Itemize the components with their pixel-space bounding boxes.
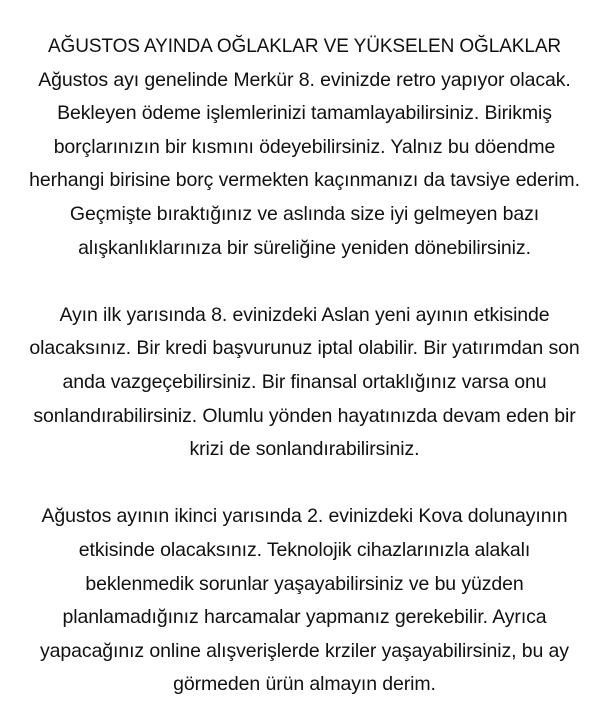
paragraph-line: olacaksınız. Bir kredi başvurunuz iptal olabilir. Bir yatırımdan son	[29, 337, 580, 360]
paragraph-2	[0, 299, 609, 467]
paragraph-3	[0, 500, 609, 702]
paragraph-spacer	[0, 265, 609, 299]
paragraph-line: Ağustos ayı genelinde Merkür 8. evinizde retro yapıyor olacak.	[38, 68, 571, 91]
paragraph-line: anda vazgeçebilirsiniz. Bir finansal ortaklığınız varsa onu	[62, 370, 547, 393]
paragraph-line: Geçmişte bıraktığınız ve aslında size iyi gelmeyen bazı	[69, 202, 540, 225]
paragraph-line: görmeden ürün almayın derim.	[173, 673, 436, 696]
paragraph-line: alışkanlıklarınıza bir süreliğine yeniden dönebilirsiniz.	[78, 236, 531, 259]
paragraph-line: etkisinde olacaksınız. Teknolojik cihazlarınızla alakalı	[78, 538, 531, 561]
paragraph-line: planlamadığınız harcamalar yapmanız gerekebilir. Ayrıca	[62, 606, 547, 629]
paragraph-line: Bekleyen ödeme işlemlerinizi tamamlayabilirsiniz. Birikmiş	[57, 102, 552, 125]
paragraph-line: herhangi birisine borç vermekten kaçınmanızı da tavsiye ederim.	[29, 169, 580, 192]
paragraph-line: krizi de sonlandırabilirsiniz.	[189, 438, 420, 461]
paragraph-line: beklenmedik sorunlar yaşayabilirsiniz ve bu yüzden	[85, 572, 524, 595]
paragraph-line: Ayın ilk yarısında 8. evinizdeki Aslan yeni ayının etkisinde	[59, 303, 550, 326]
paragraph-line: borçlarınızın bir kısmını ödeyebilirsiniz. Yalnız bu döendme	[53, 135, 556, 158]
paragraph-spacer	[0, 467, 609, 501]
paragraph-line: yapacağınız online alışverişlerde krziler yaşayabilirsiniz, bu ay	[40, 639, 569, 662]
paragraph-line: Ağustos ayının ikinci yarısında 2. evinizdeki Kova dolunayının	[41, 505, 568, 528]
paragraph-1	[0, 64, 609, 266]
paragraph-line: sonlandırabilirsiniz. Olumlu yönden hayatınızda devam eden bir	[33, 404, 576, 427]
article-title: AĞUSTOS AYINDA OĞLAKLAR VE YÜKSELEN OĞLAKLAR	[47, 36, 562, 57]
